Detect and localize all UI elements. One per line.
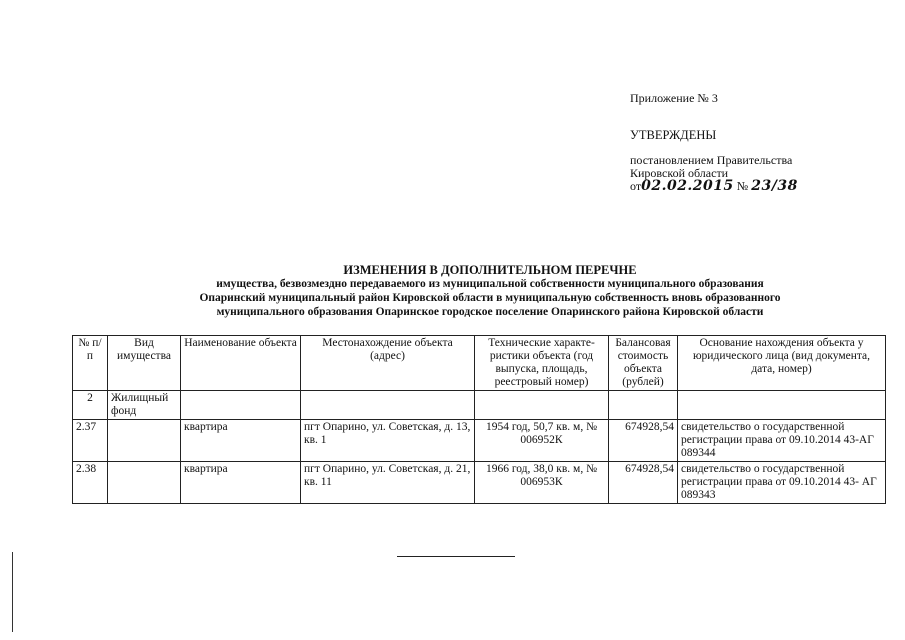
document-title (120, 263, 860, 319)
cell-kind (108, 420, 181, 462)
resolution-text (630, 154, 880, 193)
header-tech: Технические характе-ристики объекта (год выпуска, площадь, реестровый номер) (475, 336, 609, 391)
cell-kind (108, 462, 181, 504)
cell-location: пгт Опарино, ул. Советская, д. 13, кв. 1 (301, 420, 475, 462)
cell-balance: 674928,54 (609, 462, 678, 504)
header-num: № п/п (73, 336, 108, 391)
appendix-label: Приложение № 3 (630, 91, 718, 105)
cell-num: 2.37 (73, 420, 108, 462)
cell-tech (475, 391, 609, 420)
table-row (73, 420, 886, 462)
property-table (72, 335, 886, 504)
table-row (73, 391, 886, 420)
cell-location (301, 391, 475, 420)
cell-location: пгт Опарино, ул. Советская, д. 21, кв. 11 (301, 462, 475, 504)
cell-tech: 1966 год, 38,0 кв. м, № 006953К (475, 462, 609, 504)
cell-tech: 1954 год, 50,7 кв. м, № 006952К (475, 420, 609, 462)
cell-name: квартира (181, 420, 301, 462)
resolution-date: 02.02.2015 (641, 178, 734, 194)
cell-balance (609, 391, 678, 420)
scan-margin-mark (12, 552, 13, 632)
cell-basis (678, 391, 886, 420)
title-line-1: имущества, безвозмездно передаваемого из муниципальной собственности муниципального образования (216, 278, 764, 290)
cell-name: квартира (181, 462, 301, 504)
resolution-number-sign: № (736, 179, 749, 193)
title-main: ИЗМЕНЕНИЯ В ДОПОЛНИТЕЛЬНОМ ПЕРЕЧНЕ (343, 263, 637, 277)
cell-num: 2.38 (73, 462, 108, 504)
cell-num: 2 (73, 391, 108, 420)
cell-kind: Жилищный фонд (108, 391, 181, 420)
header-location: Местонахождение объекта (адрес) (301, 336, 475, 391)
cell-basis: свидетельство о государственной регистрации права от 09.10.2014 43- АГ 089343 (678, 462, 886, 504)
approved-label: УТВЕРЖДЕНЫ (630, 128, 717, 142)
resolution-number: 23/38 (751, 178, 798, 194)
table-row (73, 462, 886, 504)
title-line-3: муниципального образования Опаринское городское поселение Опаринского района Кировской области (216, 306, 764, 318)
resolution-line-2: Кировской области (630, 166, 729, 180)
resolution-line-1: постановлением Правительства (630, 153, 793, 167)
cell-basis: свидетельство о государственной регистрации права от 09.10.2014 43-АГ 089344 (678, 420, 886, 462)
header-kind: Вид имущества (108, 336, 181, 391)
header-basis: Основание нахождения объекта у юридического лица (вид документа, дата, номер) (678, 336, 886, 391)
header-balance: Балансовая стоимость объекта (рублей) (609, 336, 678, 391)
cell-balance: 674928,54 (609, 420, 678, 462)
header-name: Наименование объекта (181, 336, 301, 391)
table-header-row (73, 336, 886, 391)
resolution-from-prefix: от (630, 179, 642, 193)
closing-rule (397, 556, 515, 557)
approval-block (630, 92, 880, 193)
title-line-2: Опаринский муниципальный район Кировской области в муниципальную собственность вновь образованного (199, 292, 781, 304)
cell-name (181, 391, 301, 420)
